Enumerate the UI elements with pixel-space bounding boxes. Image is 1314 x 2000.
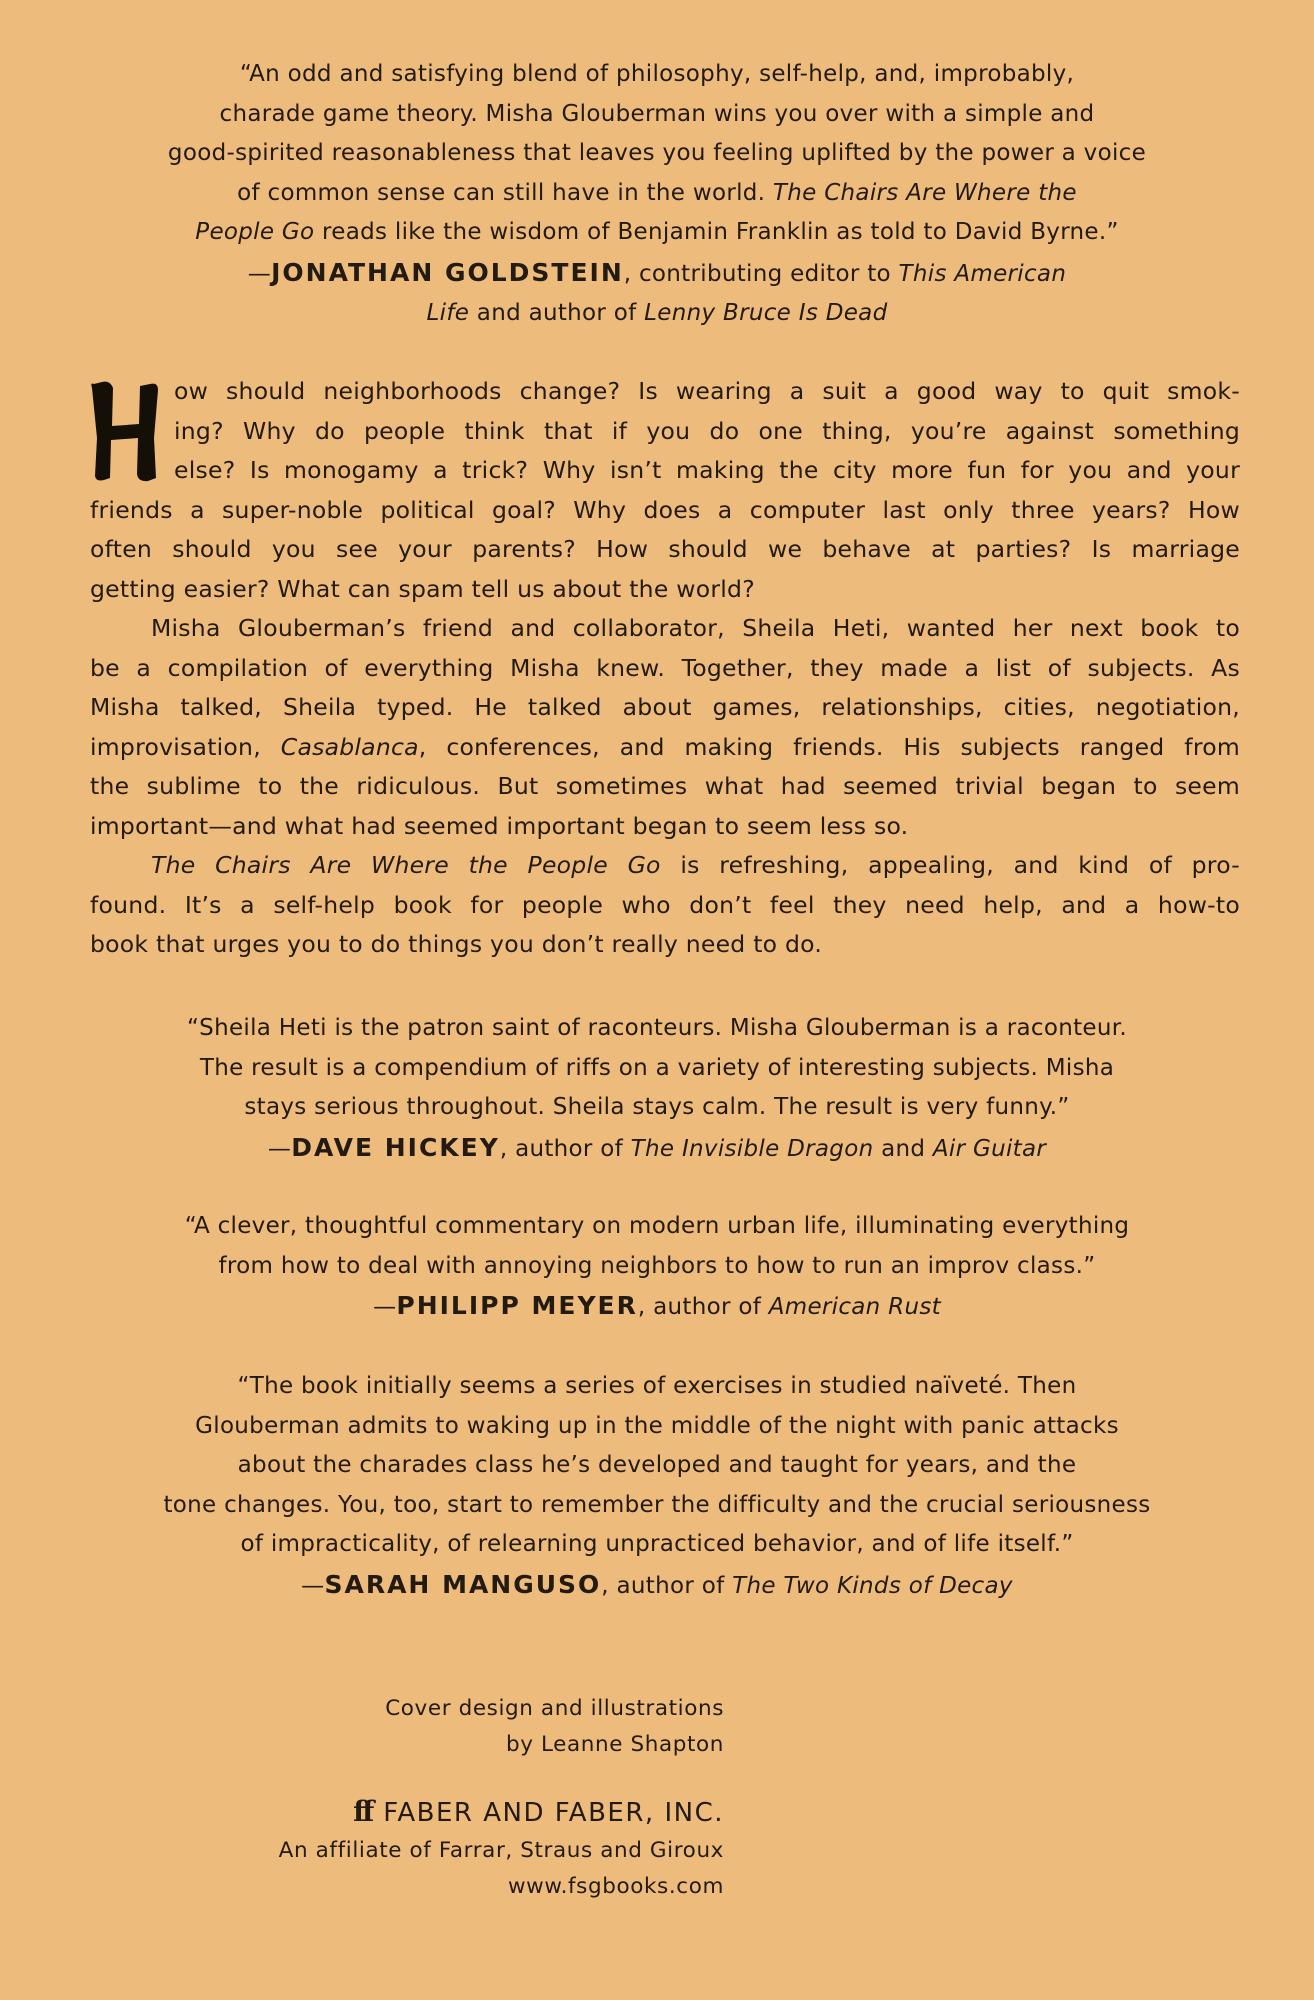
- body-line: else? Is monogamy a trick? Why isn’t making the city more fun for you and your: [174, 456, 1240, 484]
- book-title: The Chairs Are Where the: [772, 179, 1077, 206]
- body-line: [90, 846, 1240, 886]
- affiliate-line: An affiliate of Farrar, Straus and Giroux: [278, 1838, 724, 1863]
- body-line: often should you see your parents? How should we behave at parties? Is marriage: [90, 535, 1240, 563]
- work-title: Lenny Bruce Is Dead: [644, 300, 888, 326]
- blurb-line: “The book initially seems a series of exercises in studied naïveté. Then: [237, 1373, 1077, 1399]
- work-title: Air Guitar: [932, 1135, 1047, 1162]
- work-title: The Two Kinds of Decay: [732, 1572, 1013, 1599]
- blurb-line: stays serious throughout. Sheila stays calm. The result is very funny.”: [244, 1094, 1070, 1120]
- body-line: Misha talked, Sheila typed. He talked about games, relationships, cities, negotiation,: [90, 693, 1240, 721]
- body-line: be a compilation of everything Misha knew. Together, they made a list of subjects. As: [90, 653, 1240, 682]
- blurb-attribution: [0, 294, 1314, 334]
- blurb-attribution: [0, 1286, 1314, 1328]
- film-title: Casablanca: [280, 732, 419, 761]
- body-text: is refreshing, appealing, and kind of pro-: [660, 851, 1240, 879]
- blurb-manguso: [0, 1367, 1314, 1606]
- dash: —: [301, 1572, 325, 1599]
- blurb-line: “A clever, thoughtful commentary on modern urban life, illuminating everything: [184, 1213, 1130, 1239]
- blurb-line: of impracticality, of relearning unpracticed behavior, and of life itself.”: [240, 1531, 1074, 1557]
- blurb-hickey: [0, 1009, 1314, 1169]
- ff-logo-icon: ff: [353, 1795, 372, 1828]
- book-title: People Go: [195, 219, 315, 245]
- blurb-attribution: [0, 1128, 1314, 1170]
- body-line: Misha Glouberman’s friend and collaborator, Sheila Heti, wanted her next book to: [151, 614, 1240, 642]
- cover-design-credit: [230, 1691, 724, 1763]
- blurb-line: tone changes. You, too, start to remember the difficulty and the crucial seriousness: [163, 1491, 1151, 1518]
- blurb-line: charade game theory. Misha Glouberman wins you over with a simple and: [219, 100, 1095, 127]
- attribution-name: SARAH MANGUSO: [324, 1569, 602, 1599]
- body-line: friends a super-noble political goal? Why does a computer last only three years? How: [90, 495, 1240, 524]
- website-url: www.fsgbooks.com: [508, 1874, 724, 1899]
- dash: —: [373, 1294, 397, 1320]
- credit-line: by Leanne Shapton: [505, 1732, 724, 1757]
- body-text: improvisation,: [90, 732, 281, 761]
- attribution-name: DAVE HICKEY: [291, 1132, 500, 1162]
- blurb-line: “An odd and satisfying blend of philosophy, self-help, and, improbably,: [239, 61, 1075, 87]
- attribution-text: , contributing editor to: [623, 260, 899, 287]
- publisher-block: [230, 1792, 724, 1905]
- publisher-line: [230, 1792, 724, 1833]
- dash: —: [247, 260, 272, 287]
- blurb-text: of common sense can still have in the world.: [237, 179, 773, 206]
- blurb-line: [0, 174, 1314, 214]
- attribution-text: and author of: [469, 300, 645, 326]
- blurb-attribution: [0, 1565, 1314, 1607]
- dash: —: [267, 1135, 292, 1162]
- attribution-text: , author of: [601, 1572, 733, 1599]
- blurb-line: “Sheila Heti is the patron saint of raconteurs. Misha Glouberman is a raconteur.: [186, 1015, 1128, 1041]
- book-description: [90, 372, 1240, 965]
- attribution-text: , author of: [637, 1294, 769, 1320]
- work-title: This American: [898, 260, 1067, 287]
- body-line: the sublime to the ridiculous. But sometimes what had seemed trivial began to seem: [90, 772, 1240, 800]
- work-title: Life: [426, 300, 470, 326]
- blurb-line: good-spirited reasonableness that leaves you feeling uplifted by the power a voice: [167, 140, 1147, 166]
- attribution-name: JONATHAN GOLDSTEIN: [271, 257, 624, 287]
- body-line: ow should neighborhoods change? Is wearing a suit a good way to quit smok-: [174, 377, 1240, 405]
- blurb-text: reads like the wisdom of Benjamin Franklin as told to David Byrne.”: [314, 219, 1119, 245]
- credit-line: Cover design and illustrations: [385, 1696, 724, 1721]
- blurb-line: from how to deal with annoying neighbors to how to run an improv class.”: [218, 1252, 1096, 1279]
- attribution-text: , author of: [499, 1135, 631, 1162]
- blurb-line: The result is a compendium of riffs on a variety of interesting subjects. Misha: [199, 1054, 1115, 1081]
- body-line: ing? Why do people think that if you do one thing, you’re against something: [174, 416, 1240, 445]
- body-line: important—and what had seemed important began to seem less so.: [90, 811, 909, 840]
- blurb-line: [0, 213, 1314, 253]
- body-line: getting easier? What can spam tell us about the world?: [90, 574, 755, 603]
- blurb-attribution: [0, 253, 1314, 295]
- body-line: [90, 728, 1240, 768]
- blurb-line: about the charades class he’s developed and taught for years, and the: [237, 1452, 1077, 1478]
- blurb-meyer: [0, 1207, 1314, 1328]
- body-line: found. It’s a self-help book for people who don’t feel they need help, and a how-to: [90, 890, 1240, 919]
- publisher-name: FABER AND FABER, INC.: [383, 1798, 724, 1828]
- blurb-goldstein: [0, 55, 1314, 334]
- body-text: , conferences, and making friends. His subjects ranged from: [418, 732, 1240, 761]
- book-title: The Chairs Are Where the People Go: [151, 851, 661, 879]
- blurb-line: Glouberman admits to waking up in the middle of the night with panic attacks: [195, 1412, 1119, 1439]
- attribution-text: and: [873, 1135, 933, 1162]
- work-title: American Rust: [768, 1294, 941, 1320]
- attribution-name: PHILIPP MEYER: [396, 1291, 638, 1320]
- work-title: The Invisible Dragon: [630, 1135, 874, 1162]
- body-line: book that urges you to do things you don’t really need to do.: [90, 930, 823, 958]
